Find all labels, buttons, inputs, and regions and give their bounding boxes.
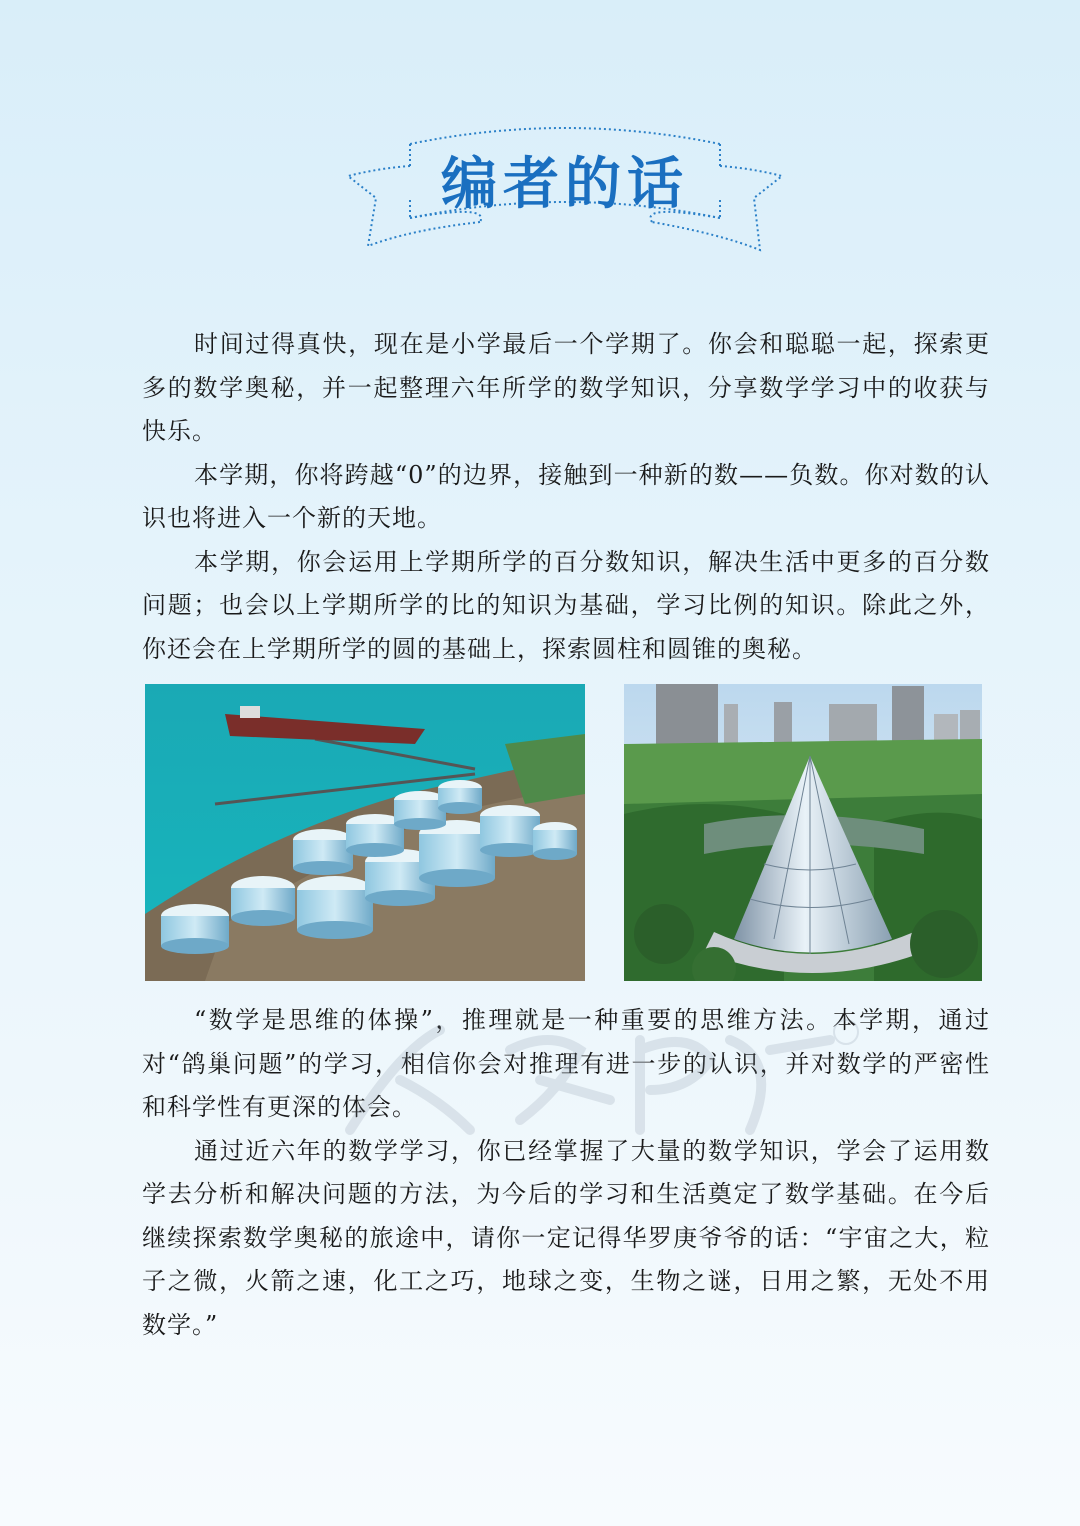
paragraph: 本学期，你将跨越“0”的边界，接触到一种新的数——负数。你对数的认识也将进入一个新的天地。 bbox=[142, 460, 990, 532]
paragraph: 本学期，你会运用上学期所学的百分数知识，解决生活中更多的百分数问题；也会以上学期所学的比的知识为基础，学习比例的知识。除此之外，你还会在上学期所学的圆的基础上，探索圆柱和圆锥的奥秘。 bbox=[142, 547, 990, 663]
title-banner bbox=[340, 118, 790, 258]
oil-tanks-photo bbox=[145, 684, 585, 981]
cone-building-photo bbox=[624, 684, 982, 981]
publisher-watermark bbox=[310, 1010, 870, 1150]
paragraph: “数学是思维的体操”，推理就是一种重要的思维方法。本学期，通过对“鸽巢问题”的学习，相信你会对推理有进一步的认识，并对数学的严密性和科学性有更深的体会。 bbox=[142, 1006, 990, 1121]
paragraph: 通过近六年的数学学习，你已经掌握了大量的数学知识，学会了运用数学去分析和解决问题的方法，为今后的学习和生活奠定了数学基础。在今后继续探索数学奥秘的旅途中，请你一定记得华罗庚爷爷的话：“宇宙之大，粒子之微，火箭之速，化工之巧，地球之变，生物之谜，日用之繁，无处不用数学。” bbox=[142, 1136, 990, 1339]
page-title: 编者的话 bbox=[441, 152, 689, 217]
intro-text bbox=[142, 323, 990, 671]
paragraph: 时间过得真快，现在是小学最后一个学期了。你会和聪聪一起，探索更多的数学奥秘，并一起整理六年所学的数学知识，分享数学学习中的收获与快乐。 bbox=[142, 330, 990, 445]
